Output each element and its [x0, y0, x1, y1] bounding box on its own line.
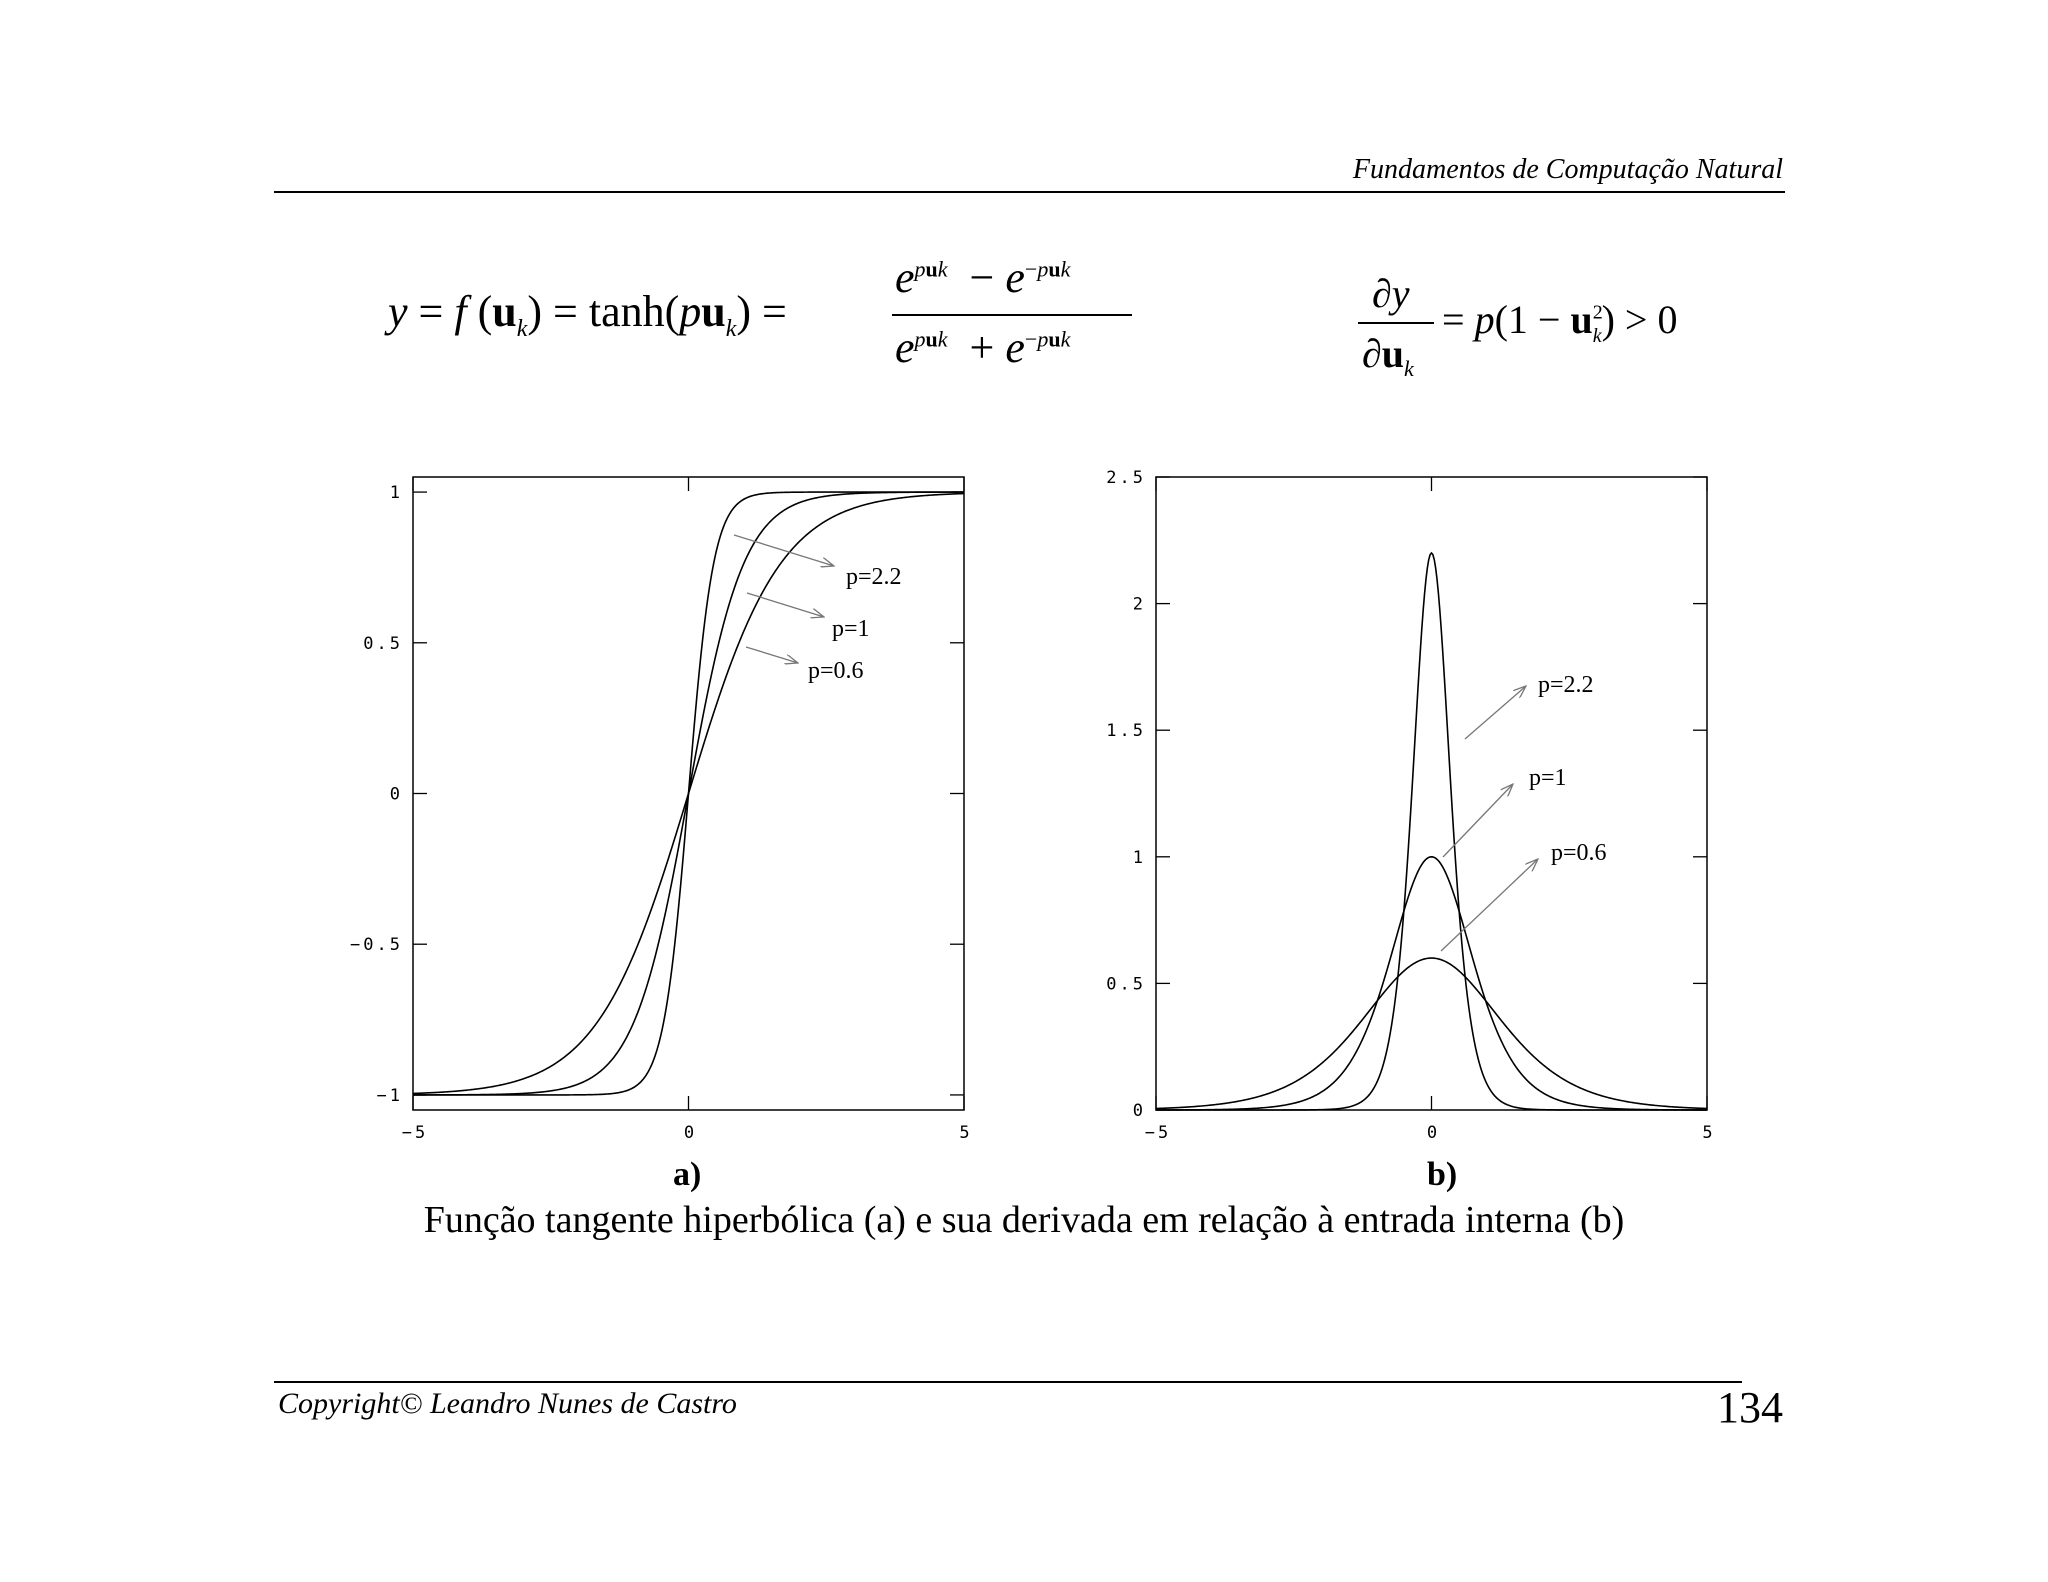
ytick-label-a: 1	[389, 483, 403, 504]
arrow-b-p2.2	[1465, 686, 1526, 739]
equation-denominator: $e^{puk} + e^{-puk}$	[895, 323, 1071, 372]
xtick-label-b: 0	[1426, 1123, 1441, 1143]
xtick-label-a: 5	[959, 1123, 973, 1143]
footer-rule	[274, 1381, 1742, 1383]
caption-a: a)	[673, 1156, 702, 1193]
equation-numerator: $e^{puk} - e^{-puk}$	[895, 253, 1071, 302]
plot-b	[1106, 468, 1715, 1143]
arrow-a-p2.2	[734, 535, 834, 566]
xtick-label-b: −5	[1144, 1123, 1172, 1143]
ytick-label-b: 0	[1132, 1101, 1146, 1121]
plot-frame-b	[1156, 477, 1707, 1110]
annotations	[734, 535, 1607, 951]
ytick-label-b: 2	[1132, 594, 1146, 615]
label-a-p0.6: p=0.6	[808, 658, 864, 684]
page-number: 134	[1717, 1383, 1783, 1432]
ytick-label-a: −1	[376, 1085, 403, 1106]
ytick-label-a: −0.5	[350, 935, 403, 956]
series-line-b-p=1	[1156, 857, 1707, 1110]
ytick-label-a: 0	[389, 784, 403, 805]
footer-copyright: Copyright© Leandro Nunes de Castro	[278, 1387, 737, 1420]
label-b-p0.6: p=0.6	[1551, 840, 1607, 866]
derivative-denominator: $\partial u_k$	[1362, 331, 1414, 381]
label-a-p2.2: p=2.2	[846, 564, 902, 590]
label-b-p2.2: p=2.2	[1538, 672, 1594, 698]
xtick-label-a: −5	[401, 1123, 429, 1143]
caption-b: b)	[1427, 1156, 1458, 1193]
xtick-label-b: 5	[1702, 1123, 1716, 1143]
arrow-a-p0.6	[746, 647, 798, 663]
equation-lhs: y = f $(u_k) = \tanh(pu_k)$ =	[388, 287, 787, 342]
ytick-label-b: 1.5	[1106, 721, 1146, 742]
label-b-p1: p=1	[1529, 765, 1567, 791]
label-a-p1: p=1	[832, 616, 870, 642]
ytick-label-b: 1	[1132, 847, 1146, 868]
derivative-numerator: ∂y	[1372, 271, 1410, 316]
ytick-label-b: 2.5	[1106, 468, 1146, 488]
figure-caption: Função tangente hiperbólica (a) e sua derivada em relação à entrada interna (b)	[423, 1199, 1625, 1241]
xtick-label-a: 0	[683, 1123, 698, 1143]
ytick-label-a: 0.5	[363, 633, 403, 654]
series-line-b-p=2.2	[1156, 553, 1707, 1110]
ytick-label-b: 0.5	[1106, 974, 1146, 995]
derivative-rhs: = $p(1 - u^2_k) > 0$	[1442, 297, 1678, 347]
series-line-b-p=0.6	[1156, 958, 1707, 1108]
arrow-a-p1	[747, 593, 824, 617]
header-title: Fundamentos de Computação Natural	[1352, 154, 1783, 185]
